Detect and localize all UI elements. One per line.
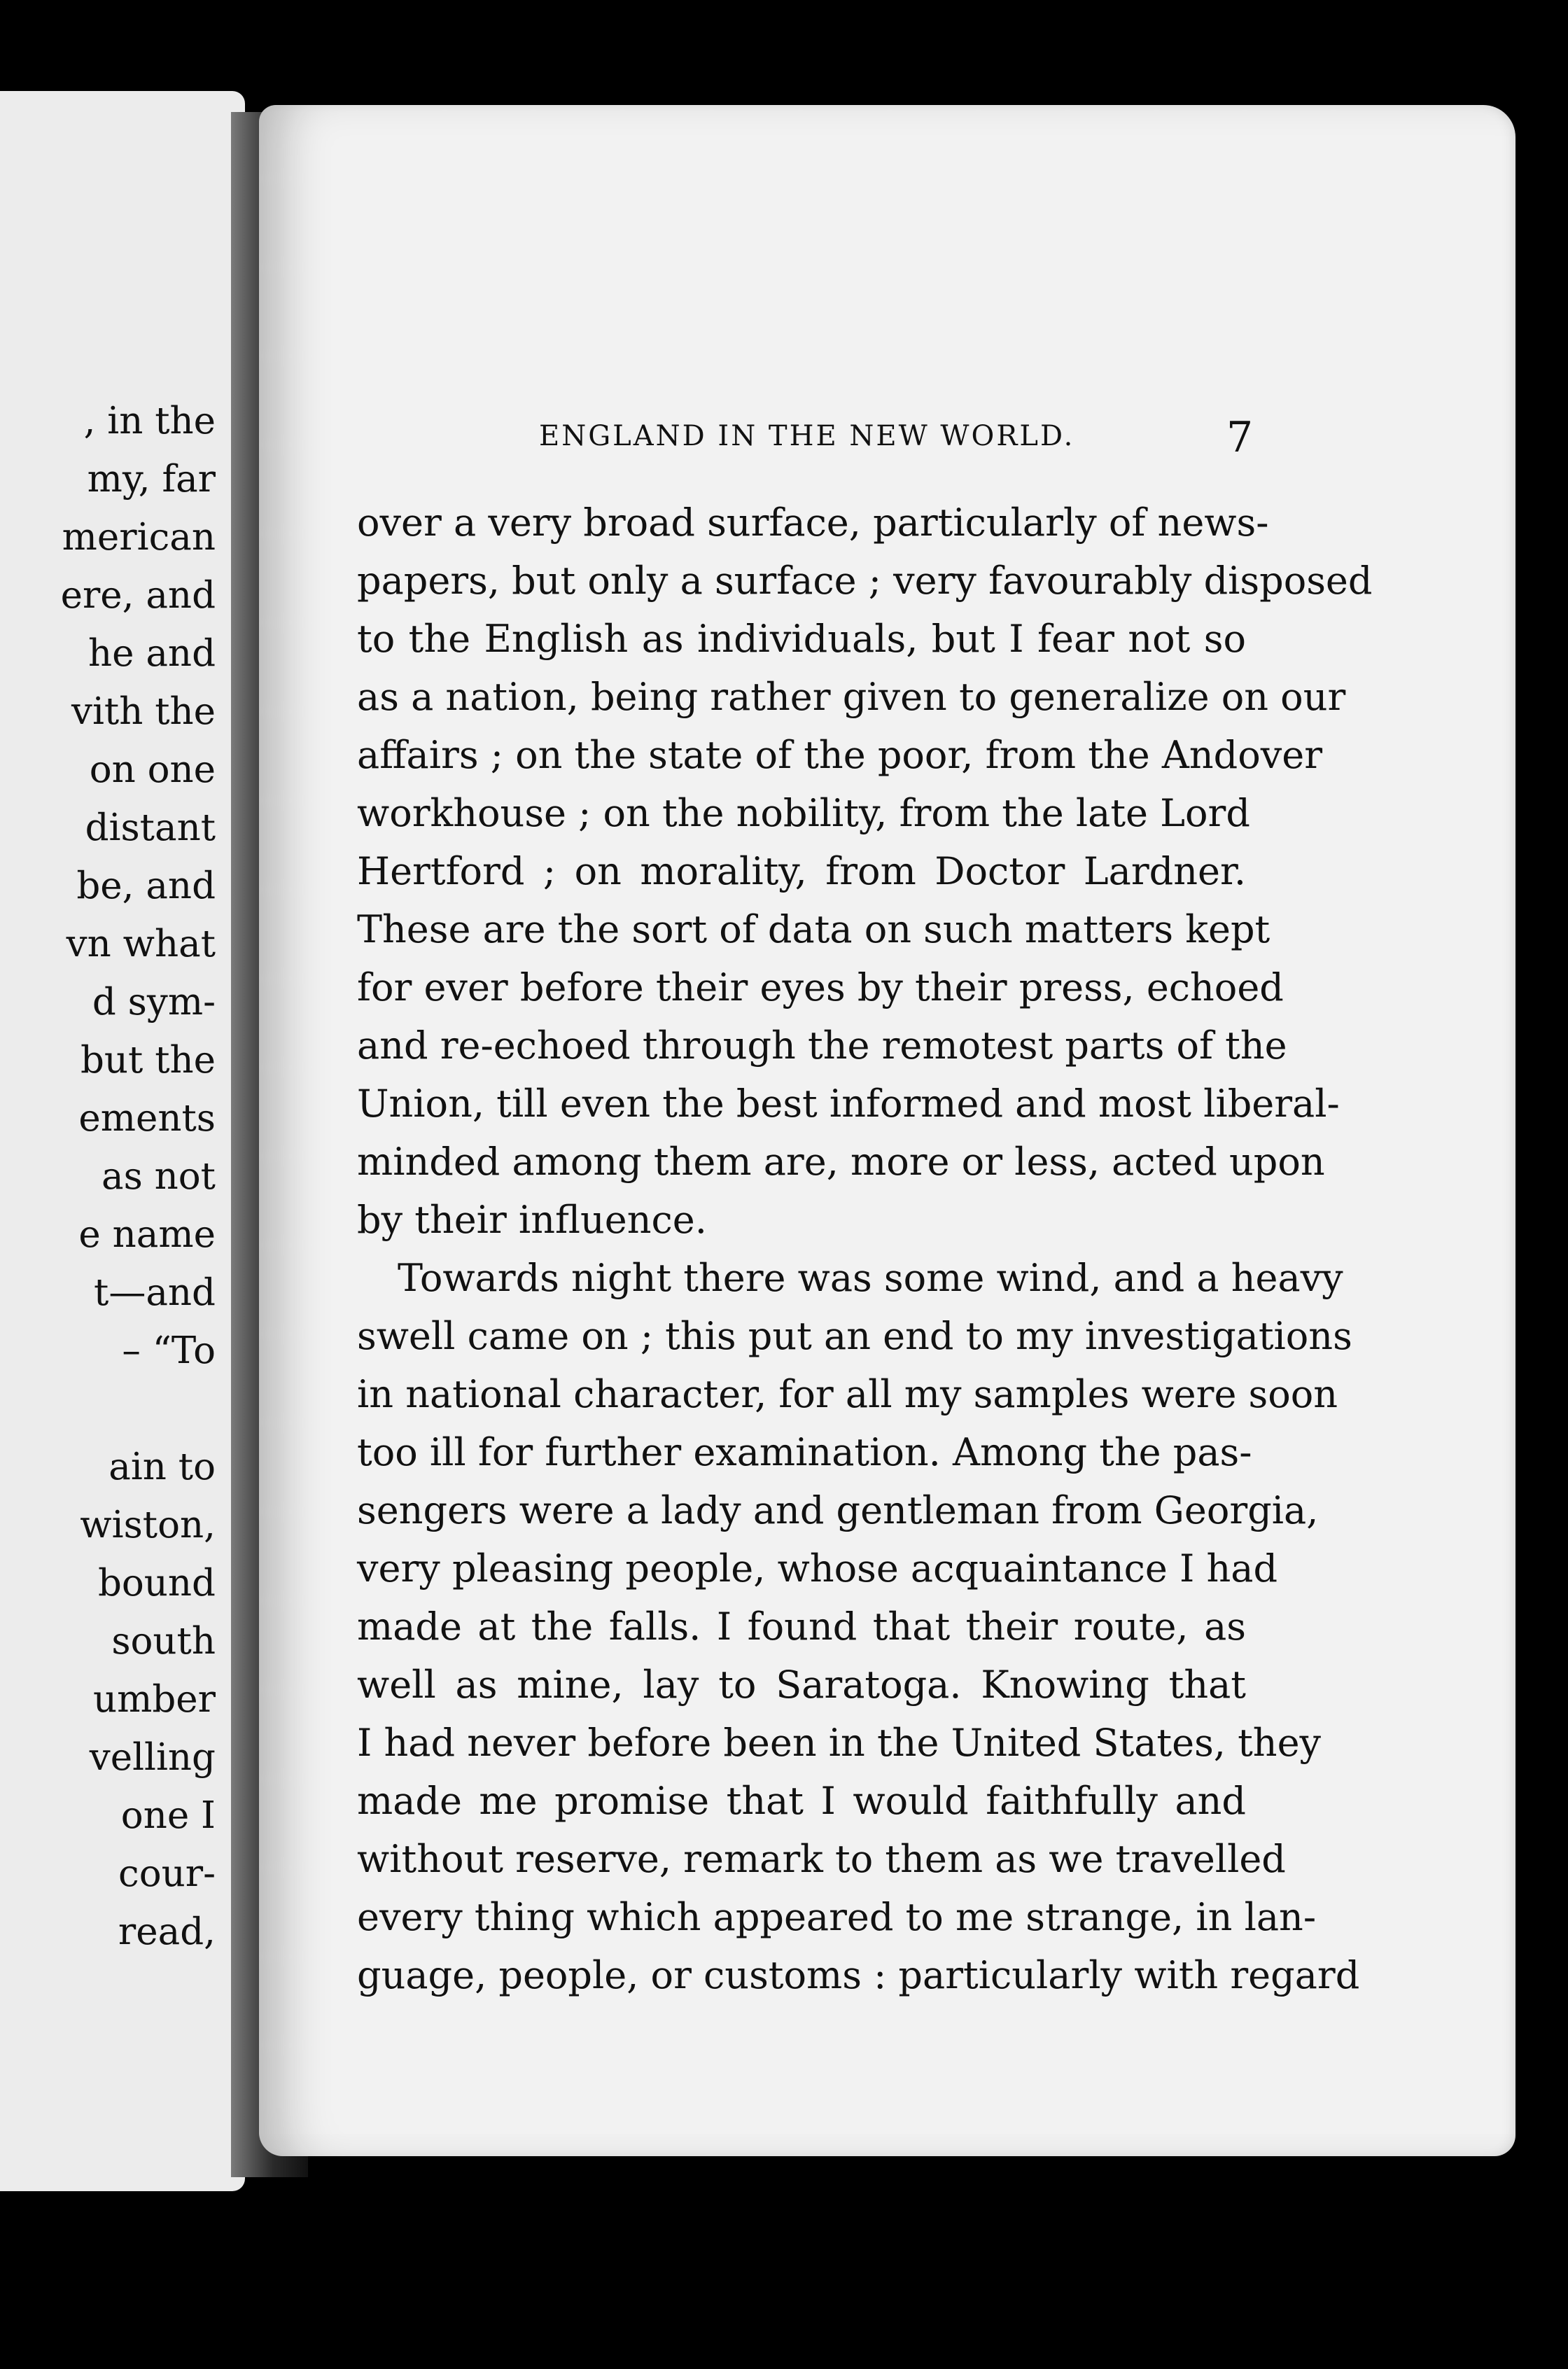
left-page-line: ere, and [60,574,216,617]
text-line: I had never before been in the United States, they [357,1721,1322,1765]
left-page-line: d sym- [92,981,216,1023]
left-page-line: he and [88,632,216,675]
text-line: over a very broad surface, particularly of news- [357,501,1269,545]
text-line: for ever before their eyes by their press, echoed [357,965,1284,1009]
left-page-line: vith the [71,690,216,733]
text-line: affairs ; on the state of the poor, from the Andover [357,733,1323,777]
text-line: sengers were a lady and gentleman from Georgia, [357,1488,1319,1532]
text-line: every thing which appeared to me strange, in lan- [357,1895,1317,1939]
left-page-line: my, far [87,458,216,501]
left-page-line: – “To [122,1329,216,1372]
body-text [357,494,1373,2004]
left-page-line: wiston, [80,1504,216,1546]
text-line: to the English as individuals, but I fear not so [357,617,1246,661]
text-line: guage, people, or customs : particularly with regard [357,1953,1360,1997]
text-line: as a nation, being rather given to generalize on our [357,675,1346,719]
text-line: and re-echoed through the remotest parts of the [357,1023,1287,1068]
text-line: Towards night there was some wind, and a heavy [398,1256,1343,1300]
left-facing-page [0,91,245,2191]
text-line: in national character, for all my samples were soon [357,1372,1338,1416]
left-page-line: ements [78,1097,216,1140]
left-page-line: t—and [94,1271,216,1314]
left-page-line: , in the [83,400,216,442]
text-line: minded among them are, more or less, acted upon [357,1140,1325,1184]
left-page-line: read, [118,1910,216,1953]
text-line: well as mine, lay to Saratoga. Knowing that [357,1663,1246,1707]
left-page-line: merican [62,516,216,559]
text-line: papers, but only a surface ; very favourably disposed [357,559,1373,603]
left-page-line: south [111,1620,216,1663]
paragraph [357,1249,1360,2004]
text-line: too ill for further examination. Among the pas- [357,1430,1252,1474]
text-line: very pleasing people, whose acquaintance I had [357,1546,1278,1591]
left-page-line: umber [92,1678,216,1721]
text-line: without reserve, remark to them as we travelled [357,1837,1286,1881]
left-page-line: distant [85,806,216,849]
paragraph [357,494,1373,1249]
left-page-line: ain to [108,1446,216,1488]
left-page-line: cour- [118,1852,216,1895]
left-page-line: be, and [76,865,216,907]
text-line: made at the falls. I found that their route, as [357,1605,1246,1649]
left-page-line: one I [120,1794,216,1837]
left-page-line: bound [97,1562,216,1605]
running-head: ENGLAND IN THE NEW WORLD. [539,420,1075,452]
left-page-line: velling [89,1736,216,1779]
text-line: workhouse ; on the nobility, from the late Lord [357,791,1250,835]
text-line: by their influence. [357,1198,707,1242]
left-page-line: vn what [66,923,216,965]
text-line: made me promise that I would faithfully and [357,1779,1246,1823]
page-number: 7 [1226,413,1254,462]
text-line: Union, till even the best informed and most liberal- [357,1082,1340,1126]
text-line: These are the sort of data on such matters kept [357,907,1270,951]
text-line: Hertford ; on morality, from Doctor Lardner. [357,849,1246,893]
left-page-line: as not [102,1155,216,1198]
left-page-line: e name [78,1213,216,1256]
left-page-line: but the [80,1039,216,1082]
text-line: swell came on ; this put an end to my investigations [357,1314,1352,1358]
left-page-line: on one [89,748,216,791]
